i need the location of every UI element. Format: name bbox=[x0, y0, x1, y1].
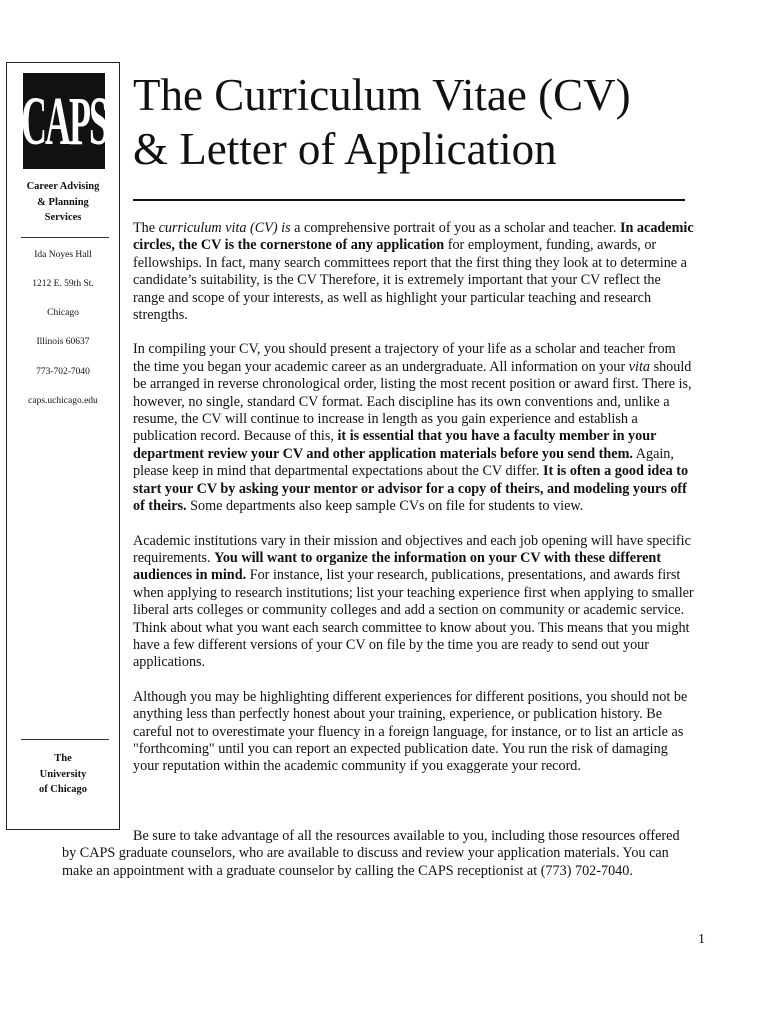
closing-paragraph: Be sure to take advantage of all the resources available to you, including those resources offered by CAPS graduate counselors, who are available to discuss and review your application materials. You can make an appointment with a graduate counselor by calling the CAPS receptionist at (773) 702-7040. bbox=[62, 828, 680, 879]
text-run-bold: You will want to organize the information on your CV with these different audiences in mind. bbox=[133, 549, 662, 584]
text-run: should be arranged in reverse chronological order, listing the most recent position or award first. There is, however, no single, standard CV format. Each discipline has its own conventions and, unlike a resume, the CV will continue to increase in length as you gain experience and establish a publication record. Because of this, bbox=[133, 358, 692, 445]
text-run: a comprehensive portrait of you as a scholar and teacher. bbox=[290, 220, 620, 236]
univ-line: of Chicago bbox=[38, 784, 88, 795]
text-run: for employment, funding, awards, or fellowships. In fact, many search committees report that the first thing they look at to determine a candidate’s suitability, is the CV Therefore, it is extremely important that your CV reflect the range and scope of your interests, as well as highlight your particular teaching and research strengths. bbox=[133, 237, 687, 324]
text-run-bold: In academic circles, the CV is the cornerstone of any application bbox=[133, 220, 694, 254]
paragraph bbox=[133, 220, 695, 324]
text-run-italic: curriculum vita (CV) is bbox=[158, 220, 291, 236]
text-run-bold: It is often a good idea to start your CV by asking your mentor or advisor for a copy of theirs, and modeling yours off of theirs. bbox=[133, 463, 689, 515]
address-building: Ida Noyes Hall bbox=[34, 250, 92, 260]
page-title bbox=[133, 68, 631, 176]
logo-text: CAPS bbox=[21, 83, 108, 159]
website: caps.uchicago.edu bbox=[28, 396, 98, 406]
divider bbox=[21, 237, 109, 238]
page-number: 1 bbox=[698, 932, 705, 947]
paragraph: Although you may be highlighting different experiences for different positions, you should not be anything less than perfectly honest about your training, experience, or publication history. Be careful not to overestimate your fluency in a foreign language, for instance, or to list an article as "forthcoming" until you can report an expected publication date. You run the risk of damaging your reputation within the academic community if you exaggerate your record. bbox=[133, 688, 688, 775]
text-run-italic: vita bbox=[628, 358, 651, 375]
text-run: Some departments also keep sample CVs on file for students to view. bbox=[186, 498, 584, 515]
paragraph bbox=[133, 341, 695, 515]
caps-logo bbox=[21, 73, 108, 169]
text-run: Academic institutions vary in their mission and objectives and each job opening will have specific requirements. bbox=[133, 532, 691, 566]
text-run-bold: it is essential that you have a faculty member in your department review your CV and other application materials before you send them. bbox=[133, 428, 657, 462]
university-name bbox=[7, 751, 119, 798]
title-rule bbox=[133, 199, 685, 201]
univ-line: University bbox=[39, 768, 87, 780]
paragraph bbox=[133, 533, 695, 672]
address-state: Illinois 60637 bbox=[36, 337, 90, 347]
title-line: The Curriculum Vitae (CV) bbox=[133, 70, 631, 120]
sidebar bbox=[6, 62, 120, 830]
text-run: The bbox=[133, 220, 159, 236]
phone: 773-702-7040 bbox=[36, 367, 90, 377]
univ-line: The bbox=[54, 753, 72, 764]
text-run: In compiling your CV, you should present a trajectory of your life as a scholar and teacher from the time you began your academic career as an undergraduate. All information on your bbox=[133, 341, 676, 375]
dept-line: & Planning bbox=[37, 196, 89, 208]
dept-line: Career Advising bbox=[26, 181, 100, 192]
title-line: & Letter of Application bbox=[133, 124, 557, 174]
address-street: 1212 E. 59th St. bbox=[32, 279, 94, 289]
divider bbox=[21, 739, 109, 740]
text-run: Again, please keep in mind that departmental expectations about the CV differ. bbox=[133, 445, 674, 480]
body-text bbox=[133, 220, 695, 793]
text-run: For instance, list your research, publications, presentations, and awards first when applying to research institutions; list your teaching experience first when applying to smaller liberal arts colleges or community colleges and add a section on community or academic service. Think about what you want each search committee to know about you. This means that you might have a few different versions of your CV on file by the time you are ready to send out your applications. bbox=[133, 567, 694, 671]
address-city: Chicago bbox=[47, 308, 79, 318]
department-name bbox=[7, 179, 119, 226]
dept-line: Services bbox=[44, 212, 82, 223]
